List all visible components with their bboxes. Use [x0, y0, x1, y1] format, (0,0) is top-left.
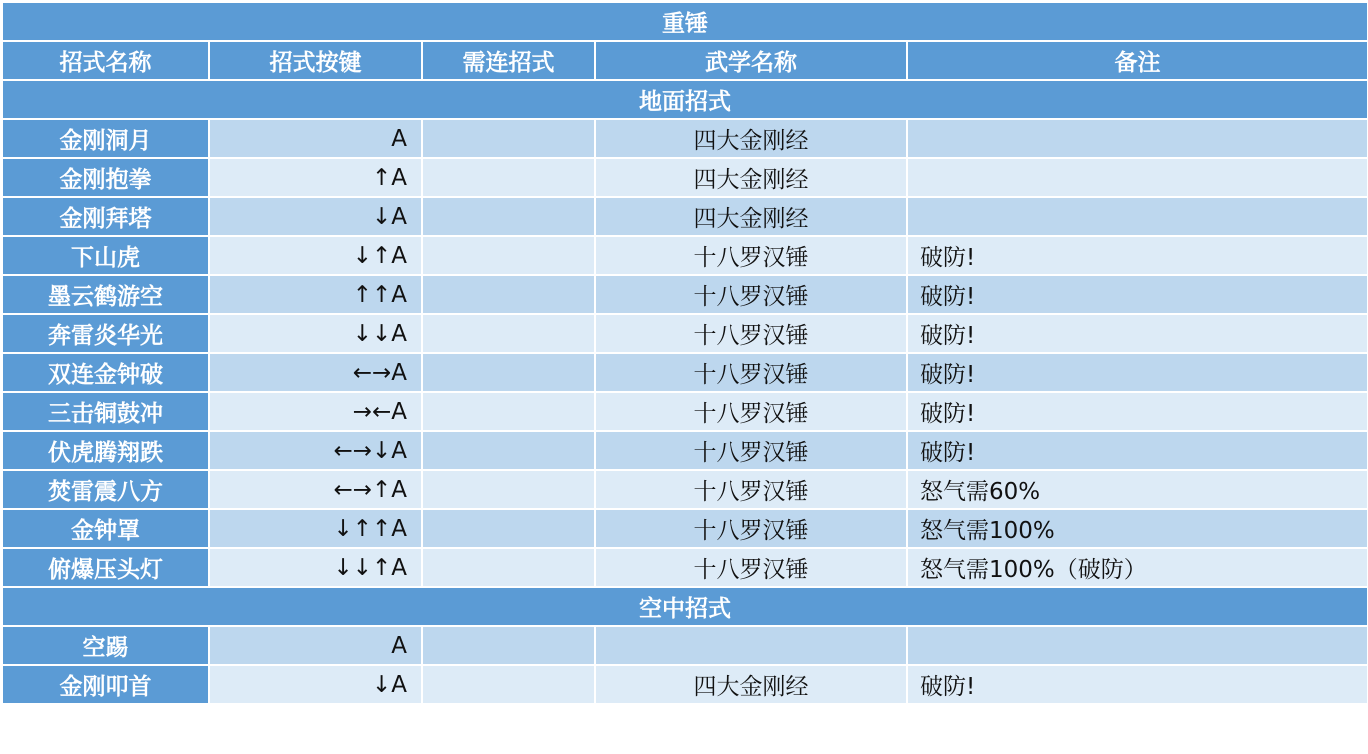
move-name-cell: 金刚拜塔 [2, 197, 209, 236]
combo-cell [422, 275, 595, 314]
martial-art-cell: 四大金刚经 [595, 197, 907, 236]
note-cell [907, 119, 1368, 158]
martial-art-cell: 十八罗汉锤 [595, 236, 907, 275]
title-row [2, 2, 1368, 41]
keys-cell: ←→↓A [209, 431, 422, 470]
moves-table [1, 1, 1368, 705]
combo-cell [422, 236, 595, 275]
section-row-ground [2, 80, 1368, 119]
note-cell: 破防! [907, 353, 1368, 392]
martial-art-cell: 十八罗汉锤 [595, 314, 907, 353]
move-name-cell: 金刚洞月 [2, 119, 209, 158]
martial-art-cell: 十八罗汉锤 [595, 548, 907, 587]
col-header-combo: 需连招式 [422, 41, 595, 80]
note-cell: 破防! [907, 236, 1368, 275]
martial-art-cell: 十八罗汉锤 [595, 392, 907, 431]
keys-cell: ↑↑A [209, 275, 422, 314]
combo-cell [422, 431, 595, 470]
table-row [2, 431, 1368, 470]
keys-cell: ←→A [209, 353, 422, 392]
keys-cell: ↓A [209, 197, 422, 236]
table-row [2, 665, 1368, 704]
keys-cell: ←→↑A [209, 470, 422, 509]
table-row [2, 548, 1368, 587]
table-row [2, 314, 1368, 353]
note-cell: 破防! [907, 275, 1368, 314]
move-name-cell: 金钟罩 [2, 509, 209, 548]
combo-cell [422, 665, 595, 704]
note-cell [907, 626, 1368, 665]
move-name-cell: 金刚叩首 [2, 665, 209, 704]
keys-cell: ↓↑↑A [209, 509, 422, 548]
table-row [2, 509, 1368, 548]
note-cell: 怒气需100%（破防） [907, 548, 1368, 587]
table-row [2, 236, 1368, 275]
combo-cell [422, 548, 595, 587]
combo-cell [422, 470, 595, 509]
move-name-cell: 伏虎腾翔跌 [2, 431, 209, 470]
keys-cell: ↓↓A [209, 314, 422, 353]
martial-art-cell: 十八罗汉锤 [595, 470, 907, 509]
martial-art-cell: 四大金刚经 [595, 158, 907, 197]
note-cell: 破防! [907, 431, 1368, 470]
move-name-cell: 空踢 [2, 626, 209, 665]
move-name-cell: 金刚抱拳 [2, 158, 209, 197]
note-cell [907, 197, 1368, 236]
note-cell [907, 158, 1368, 197]
keys-cell: A [209, 119, 422, 158]
column-header-row [2, 41, 1368, 80]
combo-cell [422, 119, 595, 158]
combo-cell [422, 392, 595, 431]
martial-art-cell: 十八罗汉锤 [595, 275, 907, 314]
table-row [2, 119, 1368, 158]
keys-cell: ↓A [209, 665, 422, 704]
table-row [2, 470, 1368, 509]
section-row-air [2, 587, 1368, 626]
table-title: 重锤 [2, 2, 1368, 41]
col-header-note: 备注 [907, 41, 1368, 80]
table-row [2, 392, 1368, 431]
table-row [2, 626, 1368, 665]
move-name-cell: 双连金钟破 [2, 353, 209, 392]
note-cell: 破防! [907, 665, 1368, 704]
move-name-cell: 奔雷炎华光 [2, 314, 209, 353]
table-row [2, 197, 1368, 236]
combo-cell [422, 626, 595, 665]
table-row [2, 275, 1368, 314]
col-header-martial-art: 武学名称 [595, 41, 907, 80]
col-header-keys: 招式按键 [209, 41, 422, 80]
move-name-cell: 三击铜鼓冲 [2, 392, 209, 431]
section-label-air: 空中招式 [2, 587, 1368, 626]
combo-cell [422, 353, 595, 392]
note-cell: 破防! [907, 314, 1368, 353]
move-name-cell: 墨云鹤游空 [2, 275, 209, 314]
combo-cell [422, 197, 595, 236]
section-label-ground: 地面招式 [2, 80, 1368, 119]
martial-art-cell: 十八罗汉锤 [595, 353, 907, 392]
move-name-cell: 下山虎 [2, 236, 209, 275]
keys-cell: A [209, 626, 422, 665]
martial-art-cell: 十八罗汉锤 [595, 509, 907, 548]
col-header-move-name: 招式名称 [2, 41, 209, 80]
combo-cell [422, 509, 595, 548]
note-cell: 怒气需100% [907, 509, 1368, 548]
table-row [2, 353, 1368, 392]
combo-cell [422, 158, 595, 197]
keys-cell: ↑A [209, 158, 422, 197]
combo-cell [422, 314, 595, 353]
keys-cell: ↓↑A [209, 236, 422, 275]
note-cell: 破防! [907, 392, 1368, 431]
move-name-cell: 俯爆压头灯 [2, 548, 209, 587]
martial-art-cell [595, 626, 907, 665]
martial-art-cell: 四大金刚经 [595, 665, 907, 704]
note-cell: 怒气需60% [907, 470, 1368, 509]
keys-cell: →←A [209, 392, 422, 431]
martial-art-cell: 四大金刚经 [595, 119, 907, 158]
table-row [2, 158, 1368, 197]
move-name-cell: 焚雷震八方 [2, 470, 209, 509]
martial-art-cell: 十八罗汉锤 [595, 431, 907, 470]
keys-cell: ↓↓↑A [209, 548, 422, 587]
